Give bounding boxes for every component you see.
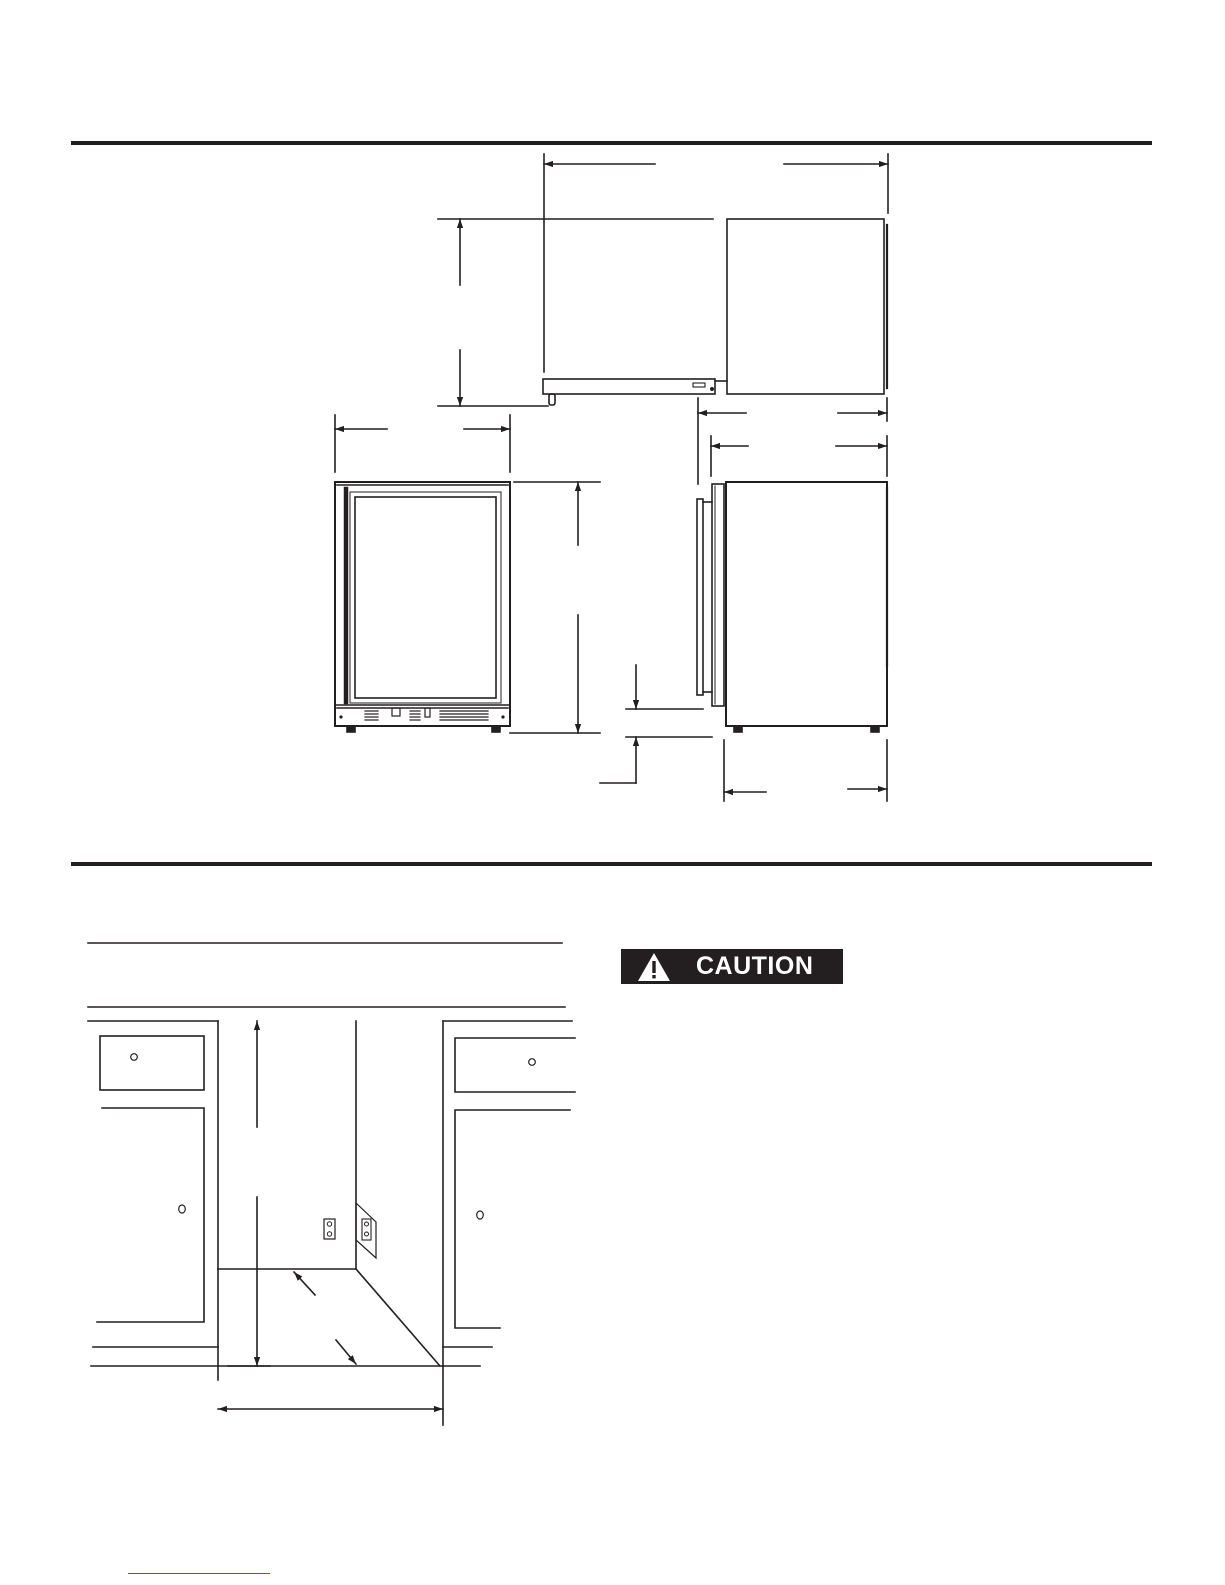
left-cabinet: [88, 1021, 218, 1366]
cutout-opening: [218, 1021, 443, 1425]
footer-link-underline[interactable]: [128, 1573, 270, 1574]
countertop: [88, 943, 565, 1007]
right-cabinet: [443, 1021, 575, 1366]
cutout-dimension-lines: [218, 1021, 443, 1409]
caution-badge: [621, 949, 843, 984]
wall-outlets: [324, 1203, 376, 1258]
warning-triangle-icon: [637, 952, 671, 982]
caution-label: CAUTION: [696, 952, 814, 980]
